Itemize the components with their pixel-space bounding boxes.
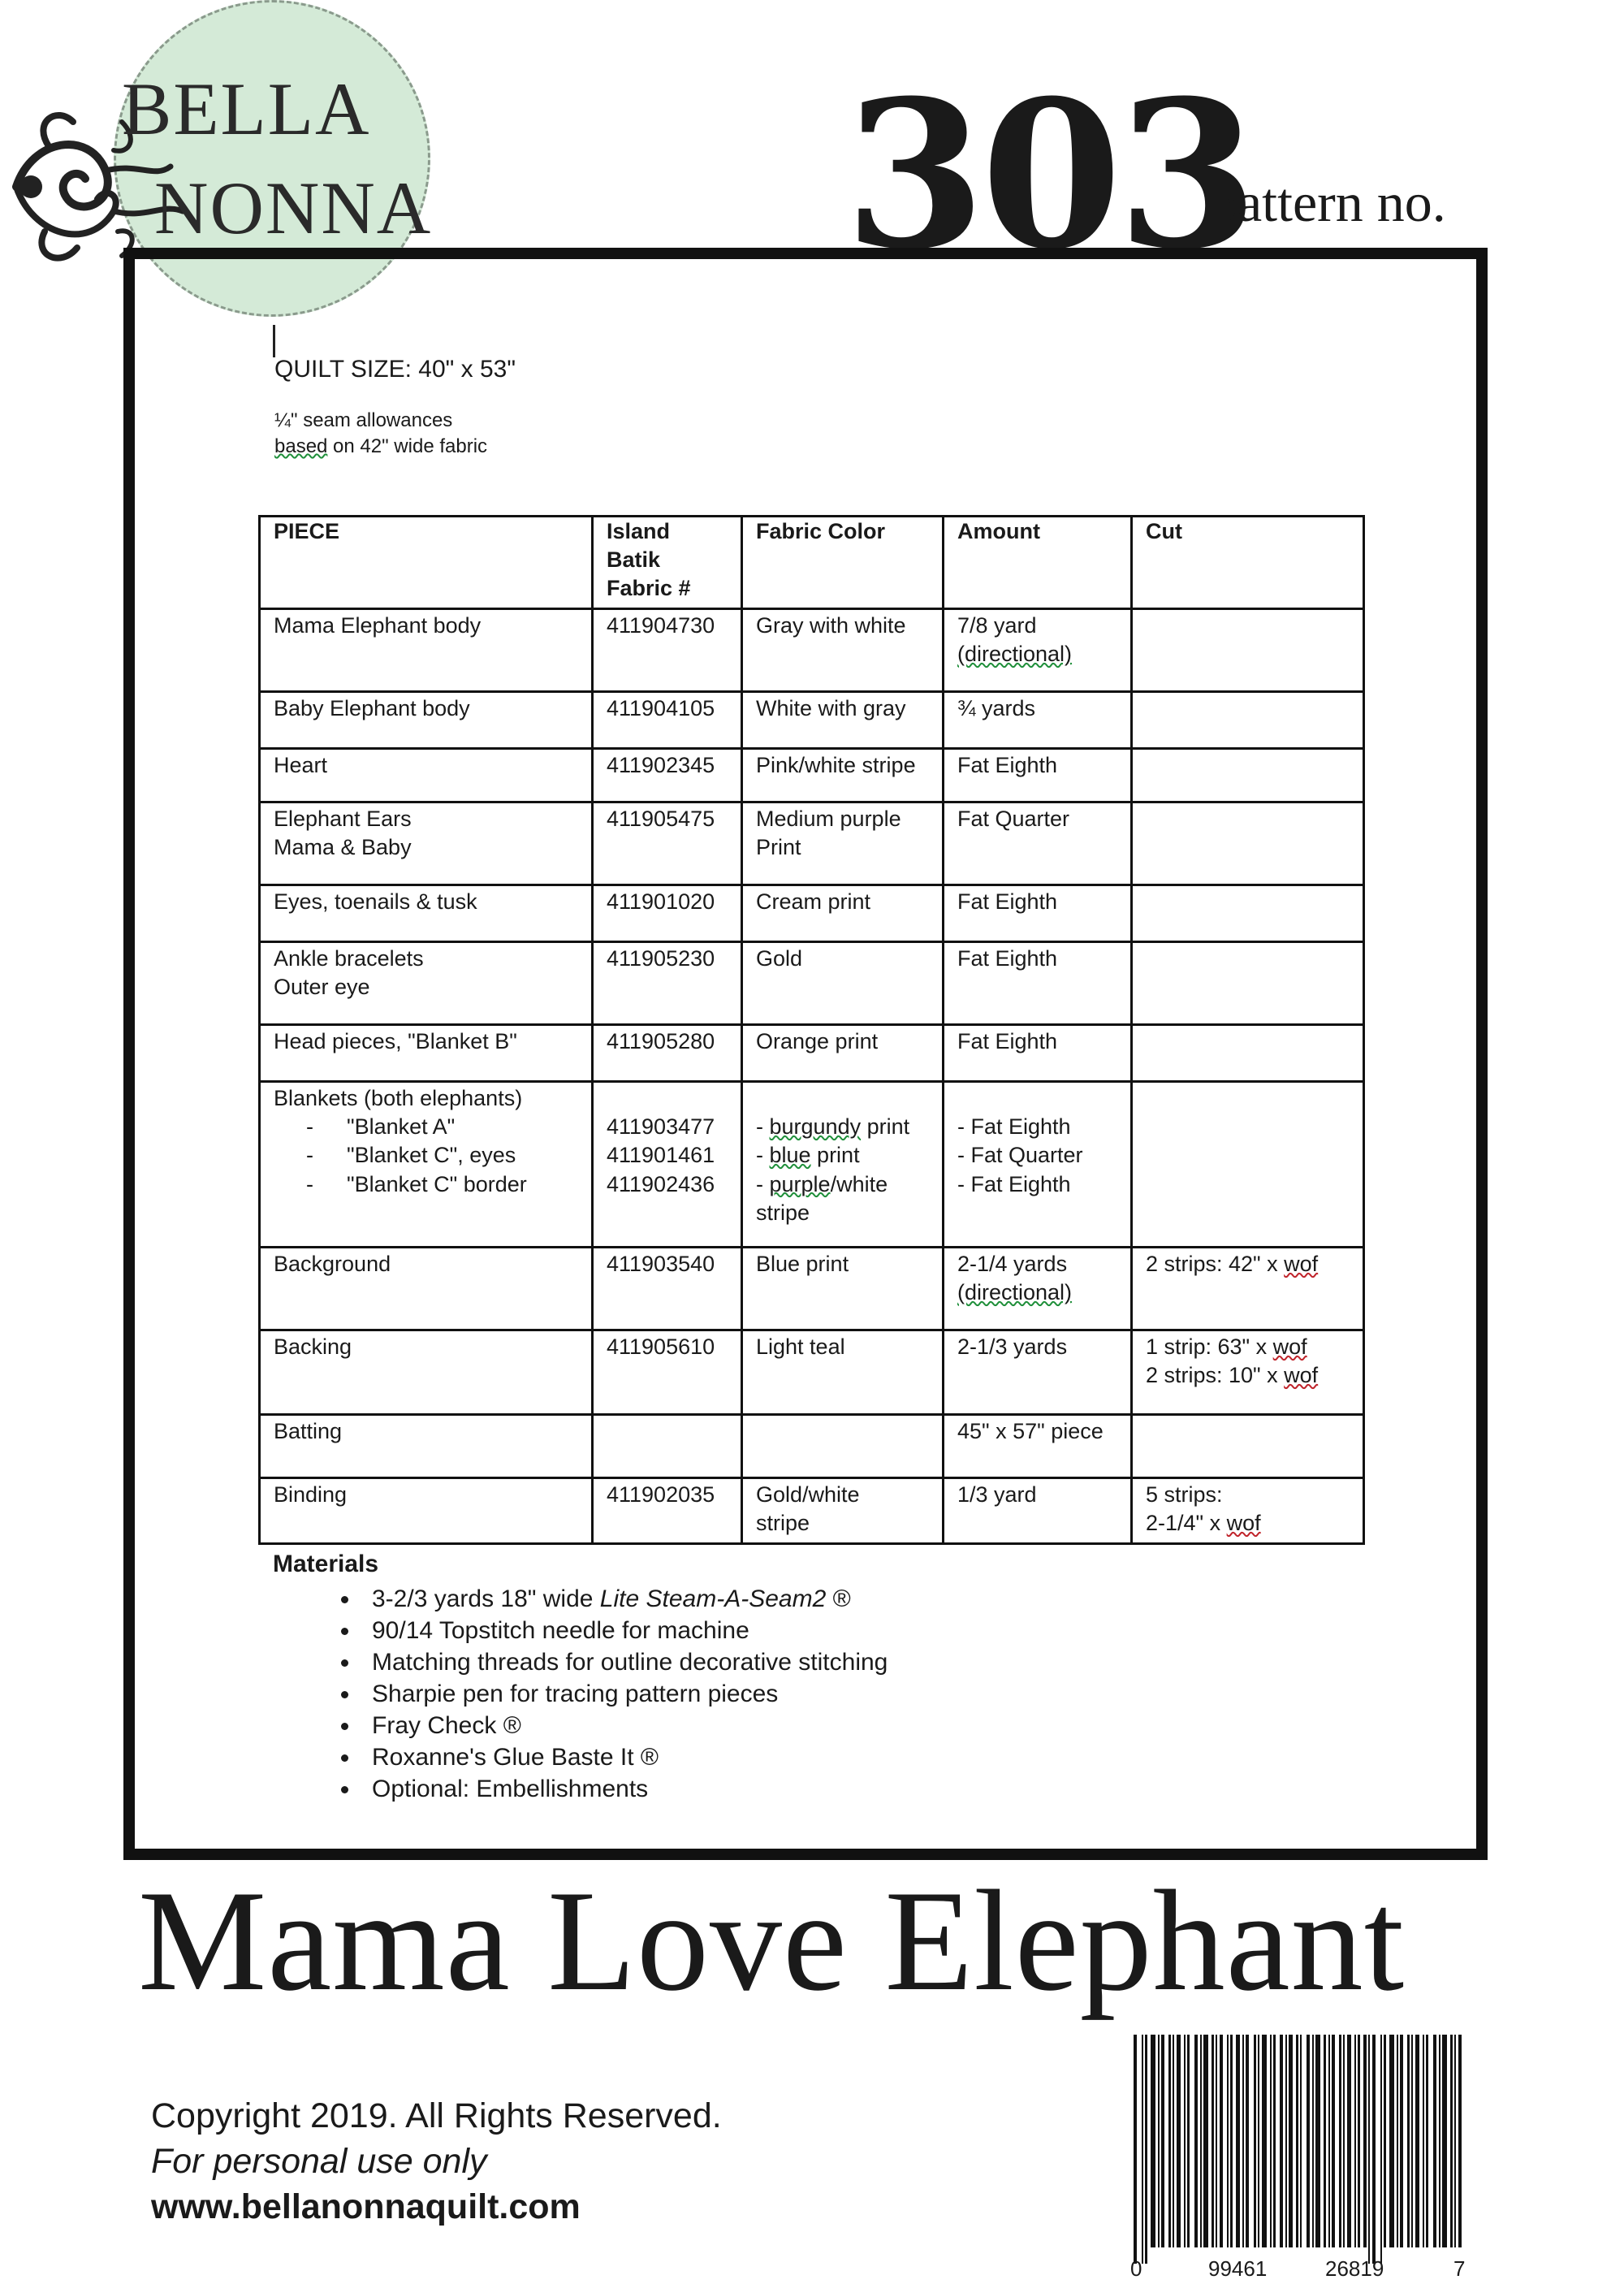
barcode-bar: [1439, 2035, 1440, 2247]
cell-amount: 1/3 yard: [944, 1478, 1132, 1544]
barcode-bar: [1450, 2035, 1453, 2247]
barcode-bar: [1415, 2035, 1419, 2247]
cell-amount: 2-1/3 yards: [944, 1330, 1132, 1415]
barcode-bar: [1300, 2035, 1302, 2247]
barcode-bar: [1194, 2035, 1198, 2247]
cell-fabric: 411904105: [593, 692, 742, 749]
barcode-bar: [1343, 2035, 1345, 2247]
barcode-bar: [1161, 2035, 1164, 2247]
barcode-bar: [1372, 2035, 1376, 2264]
pattern-title: Mama Love Elephant: [138, 1860, 1406, 2021]
cell-fabric: 411905475: [593, 802, 742, 885]
cell-fabric: 411902035: [593, 1478, 742, 1544]
barcode-bar: [1384, 2035, 1386, 2247]
cell-cut: [1132, 609, 1364, 692]
cell-amount: ¾ yards: [944, 692, 1132, 749]
table-row: [260, 942, 1364, 1025]
cell-amount: Fat Eighth: [944, 1025, 1132, 1082]
cell-piece: Mama Elephant body: [260, 609, 593, 692]
cell-color: Orange print: [742, 1025, 944, 1082]
barcode-bar: [1454, 2035, 1456, 2247]
cell-color: Gray with white: [742, 609, 944, 692]
cell-amount: Fat Eighth: [944, 942, 1132, 1025]
cell-cut: [1132, 1082, 1364, 1248]
cell-amount: - Fat Eighth - Fat Quarter - Fat Eighth: [944, 1082, 1132, 1248]
cell-amount: 45" x 57" piece: [944, 1415, 1132, 1478]
barcode-bar: [1312, 2035, 1314, 2247]
barcode-bar: [1142, 2035, 1143, 2264]
barcode-bar: [1363, 2035, 1367, 2247]
cell-cut: [1132, 802, 1364, 885]
barcode-icon: [1122, 2035, 1471, 2278]
barcode-bar: [1339, 2035, 1341, 2247]
cell-amount: Fat Quarter: [944, 802, 1132, 885]
barcode-bar: [1324, 2035, 1326, 2247]
header-fabric-number: Island Batik Fabric #: [593, 517, 742, 609]
barcode-bar: [1354, 2035, 1356, 2247]
table-row: [260, 749, 1364, 802]
cell-piece: Baby Elephant body: [260, 692, 593, 749]
pattern-number: 303: [844, 55, 1254, 294]
cell-fabric: 411904730: [593, 609, 742, 692]
barcode-bar: [1254, 2035, 1256, 2247]
barcode-bar: [1289, 2035, 1293, 2247]
cell-piece: Elephant Ears Mama & Baby: [260, 802, 593, 885]
materials-list: [273, 1583, 888, 1805]
list-item: • Fray Check ®: [361, 1710, 888, 1741]
barcode-bar: [1407, 2035, 1410, 2247]
barcode-bar: [1307, 2035, 1310, 2247]
table-row: [260, 1478, 1364, 1544]
barcode-bar: [1242, 2035, 1244, 2247]
table-header-row: [260, 517, 1364, 609]
cell-fabric: 411905610: [593, 1330, 742, 1415]
barcode-bar: [1400, 2035, 1403, 2247]
spellcheck-word: based: [274, 435, 328, 457]
fabric-width-note: based on 42" wide fabric: [274, 435, 488, 457]
cell-fabric: 411905230: [593, 942, 742, 1025]
barcode-bar: [1220, 2035, 1223, 2247]
barcode-bar: [1184, 2035, 1186, 2247]
barcode-bar: [1246, 2035, 1249, 2247]
table-row: [260, 1248, 1364, 1330]
barcode-bar: [1423, 2035, 1424, 2247]
table-row: [260, 692, 1364, 749]
barcode-bar: [1227, 2035, 1229, 2247]
cell-fabric: 411901020: [593, 885, 742, 942]
cell-cut: 2 strips: 42" x wof: [1132, 1248, 1364, 1330]
cell-color: Light teal: [742, 1330, 944, 1415]
barcode-bar: [1151, 2035, 1155, 2247]
copyright-text: Copyright 2019. All Rights Reserved.: [151, 2096, 722, 2135]
barcode-bar: [1328, 2035, 1330, 2247]
barcode-bar: [1230, 2035, 1233, 2247]
cell-fabric: 411903540: [593, 1248, 742, 1330]
cell-cut: [1132, 1025, 1364, 1082]
barcode-bar: [1177, 2035, 1181, 2247]
barcode-bar: [1200, 2035, 1202, 2247]
barcode-bar: [1368, 2035, 1370, 2264]
header-piece: PIECE: [260, 517, 593, 609]
logo-text-bella: BELLA: [122, 67, 371, 150]
text-cursor: [273, 325, 275, 357]
cell-piece: Binding: [260, 1478, 593, 1544]
quilt-size: QUILT SIZE: 40" x 53": [274, 356, 516, 383]
cell-cut: [1132, 749, 1364, 802]
barcode-bar: [1426, 2035, 1428, 2247]
header-cut: Cut: [1132, 517, 1364, 609]
cell-cut: 5 strips: 2-1/4" x wof: [1132, 1478, 1364, 1544]
barcode-digit: 26819: [1325, 2256, 1384, 2281]
pattern-label: pattern no.: [1210, 171, 1446, 233]
cell-color: Pink/white stripe: [742, 749, 944, 802]
barcode-bar: [1145, 2035, 1147, 2264]
cell-piece: Blankets (both elephants) - "Blanket A" - "Blanket C", eyes - "Blanket C" border: [260, 1082, 593, 1248]
barcode-bar: [1397, 2035, 1398, 2247]
barcode-bar: [1134, 2035, 1137, 2264]
cell-fabric: [593, 1415, 742, 1478]
cell-amount: Fat Eighth: [944, 749, 1132, 802]
barcode-bar: [1168, 2035, 1171, 2247]
cell-piece: Eyes, toenails & tusk: [260, 885, 593, 942]
seam-note: ¼" seam allowances: [274, 409, 453, 431]
barcode-digit: 99461: [1208, 2256, 1268, 2281]
barcode-bar: [1285, 2035, 1287, 2247]
cell-cut: 1 strip: 63" x wof 2 strips: 10" x wof: [1132, 1330, 1364, 1415]
cell-color: Blue print: [742, 1248, 944, 1330]
barcode-bar: [1270, 2035, 1272, 2247]
cell-piece: Batting: [260, 1415, 593, 1478]
list-item: • Sharpie pen for tracing pattern pieces: [361, 1678, 888, 1710]
barcode-digit: 7: [1453, 2256, 1466, 2281]
table-row: [260, 1082, 1364, 1248]
materials-section: [273, 1548, 888, 1805]
cell-amount: 2-1/4 yards (directional): [944, 1248, 1132, 1330]
barcode-bar: [1411, 2035, 1413, 2247]
barcode-bar: [1389, 2035, 1394, 2247]
table-row: [260, 1330, 1364, 1415]
barcode-bar: [1216, 2035, 1217, 2247]
barcode-bar: [1273, 2035, 1276, 2247]
list-item: • Matching threads for outline decorative stitching: [361, 1646, 888, 1678]
cell-cut: [1132, 885, 1364, 942]
cell-cut: [1132, 942, 1364, 1025]
table-row: [260, 885, 1364, 942]
cell-amount: Fat Eighth: [944, 885, 1132, 942]
cell-fabric: 411902345: [593, 749, 742, 802]
barcode-bar: [1187, 2035, 1190, 2247]
barcode-bar: [1258, 2035, 1259, 2247]
cell-color: Cream print: [742, 885, 944, 942]
cell-color: [742, 1415, 944, 1478]
barcode-digit: 0: [1130, 2256, 1142, 2281]
table-row: [260, 1025, 1364, 1082]
cell-cut: [1132, 1415, 1364, 1478]
barcode-bar: [1212, 2035, 1214, 2247]
table-row: [260, 609, 1364, 692]
barcode-bar: [1315, 2035, 1320, 2247]
barcode-bar: [1347, 2035, 1351, 2247]
barcode-bar: [1433, 2035, 1436, 2247]
table-row: [260, 1415, 1364, 1478]
barcode-bar: [1380, 2035, 1382, 2264]
cell-amount: 7/8 yard (directional): [944, 609, 1132, 692]
footer: [151, 2094, 722, 2230]
barcode-bar: [1358, 2035, 1360, 2247]
list-item: • 3-2/3 yards 18" wide Lite Steam-A-Seam2 ®: [361, 1583, 888, 1615]
logo-text-nonna: NONNA: [154, 167, 433, 249]
barcode-bar: [1458, 2035, 1462, 2247]
cell-piece: Background: [260, 1248, 593, 1330]
barcode-bar: [1173, 2035, 1174, 2247]
cell-color: - burgundy print - blue print - purple/white stripe: [742, 1082, 944, 1248]
table-row: [260, 802, 1364, 885]
fabric-requirements-table: [258, 515, 1365, 1545]
cell-piece: Heart: [260, 749, 593, 802]
barcode-bar: [1262, 2035, 1267, 2247]
barcode-bar: [1158, 2035, 1160, 2247]
header-fabric-color: Fabric Color: [742, 517, 944, 609]
barcode-bar: [1442, 2035, 1447, 2247]
barcode-bar: [1203, 2035, 1208, 2247]
barcode-bar: [1296, 2035, 1298, 2247]
cell-cut: [1132, 692, 1364, 749]
cell-piece: Head pieces, "Blanket B": [260, 1025, 593, 1082]
barcode-bar: [1332, 2035, 1335, 2247]
list-item: • 90/14 Topstitch needle for machine: [361, 1615, 888, 1646]
cell-color: Gold/white stripe: [742, 1478, 944, 1544]
barcode-bar: [1280, 2035, 1283, 2247]
materials-heading: Materials: [273, 1551, 379, 1577]
cell-color: Medium purple Print: [742, 802, 944, 885]
barcode-bar: [1236, 2035, 1240, 2247]
list-item: • Roxanne's Glue Baste It ®: [361, 1741, 888, 1773]
list-item: • Optional: Embellishments: [361, 1773, 888, 1805]
cell-color: White with gray: [742, 692, 944, 749]
cell-piece: Backing: [260, 1330, 593, 1415]
cell-color: Gold: [742, 942, 944, 1025]
cell-piece: Ankle bracelets Outer eye: [260, 942, 593, 1025]
cell-fabric: 411905280: [593, 1025, 742, 1082]
usage-text: For personal use only: [151, 2141, 487, 2181]
header-amount: Amount: [944, 517, 1132, 609]
website-link[interactable]: www.bellanonnaquilt.com: [151, 2187, 581, 2226]
cell-fabric: 411903477 411901461 411902436: [593, 1082, 742, 1248]
